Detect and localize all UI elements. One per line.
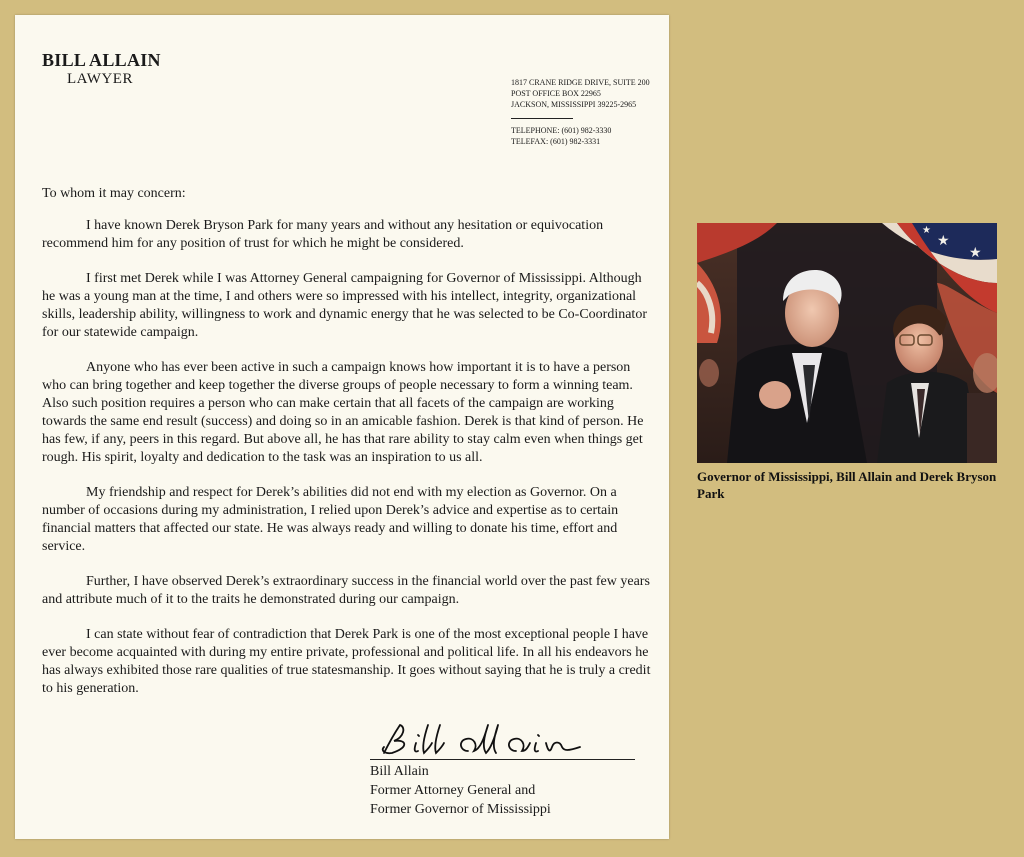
address-line: POST OFFICE BOX 22965 (511, 89, 601, 98)
telefax: TELEFAX: (601) 982-3331 (511, 137, 601, 146)
telephone: TELEPHONE: (601) 982-3330 (511, 126, 612, 135)
photo-caption: Governor of Mississippi, Bill Allain and Derek Bryson Park (697, 469, 997, 501)
signatory-title-1: Former Attorney General and (370, 783, 536, 798)
paragraph: I can state without fear of contradiction that Derek Park is one of the most exceptional people I have ever become acquainted with during my entire private, professional and political life. In all his endeavors he has always exhibited those rare qualities of true statesmanship. It goes without saying that he is truly a credit to his generation. (42, 627, 651, 696)
handwritten-signature (370, 727, 635, 760)
letter-page (15, 15, 669, 839)
svg-text:★: ★ (969, 245, 982, 261)
letterhead-address (511, 77, 650, 147)
address-line: JACKSON, MISSISSIPPI 39225-2965 (511, 100, 637, 109)
paragraph: I first met Derek while I was Attorney General campaigning for Governor of Mississippi. Although he was a young man at the time, I and others were so impressed with his intellect, integrity, organizational skills, leadership ability, willingness to work and dynamic energy that he was selected to be Co-Coordinator for our statewide campaign. (42, 271, 647, 340)
svg-text:★: ★ (922, 225, 931, 236)
paragraph: Further, I have observed Derek’s extraordinary success in the financial world over the past few years and attribute much of it to the traits he demonstrated during our campaign. (42, 574, 650, 607)
paragraph: I have known Derek Bryson Park for many years and without any hesitation or equivocation recommend him for any position of trust for which he might be considered. (42, 218, 604, 251)
letterhead-title: LAWYER (67, 71, 133, 87)
signatory-title-2: Former Governor of Mississippi (370, 802, 551, 817)
signatory-name: Bill Allain (370, 764, 429, 779)
paragraph: My friendship and respect for Derek’s abilities did not end with my election as Governor. On a number of occasions during my administration, I relied upon Derek’s advice and expertise as to certain financial matters that affected our state. He was always ready and willing to donate his time, effort and service. (42, 485, 619, 554)
signature-block (370, 727, 635, 819)
letterhead-name: BILL ALLAIN (42, 50, 161, 70)
svg-text:★: ★ (937, 233, 950, 249)
paragraph: Anyone who has ever been active in such a campaign knows how important it is to have a person who can bring together and keep together the diverse groups of people necessary to form a winning team. Also such position requires a person who can make certain that all facets of the campaign are working towards the same end result (success) and doing so in an amicable fashion. Derek is that kind of person. He has few, if any, peers in this regard. But above all, he has that rare ability to stay calm even when things get rough. His spirit, loyalty and dedication to the task was an inspiration to us all. (42, 360, 644, 465)
letter-body (42, 185, 654, 715)
address-line: 1817 CRANE RIDGE DRIVE, SUITE 200 (511, 78, 650, 87)
photo-governor-and-park (697, 223, 997, 463)
salutation: To whom it may concern: (42, 186, 186, 201)
address-divider (511, 118, 573, 119)
